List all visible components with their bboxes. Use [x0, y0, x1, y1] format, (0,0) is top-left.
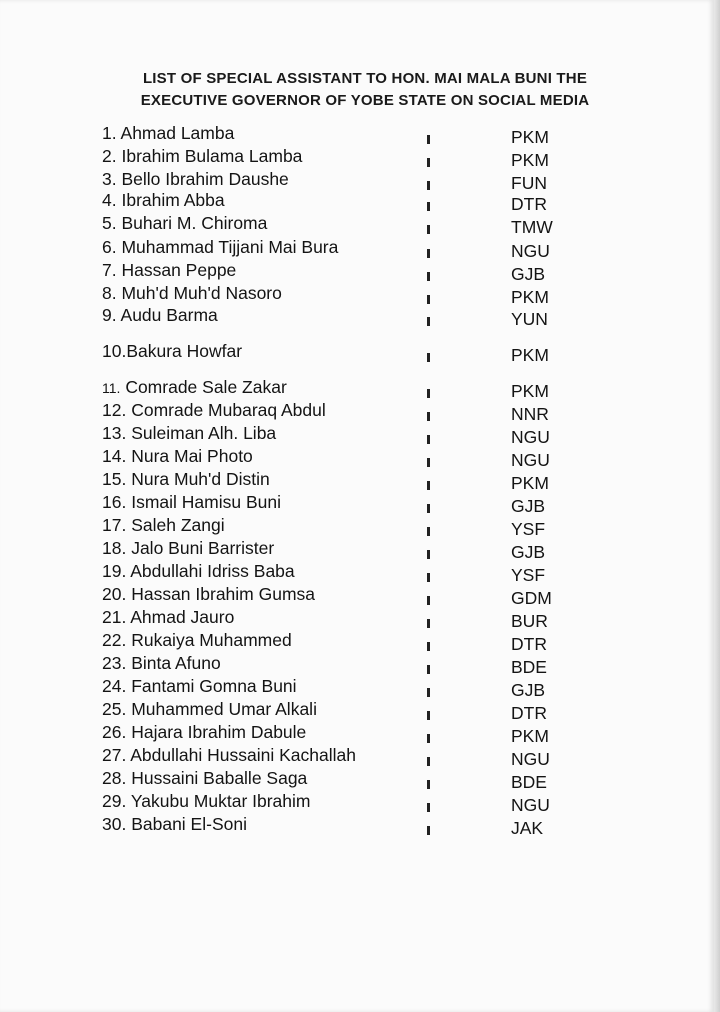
entry-code: NGU	[511, 241, 550, 261]
entry-name-text: Fantami Gomna Buni	[131, 676, 297, 696]
entry-name	[102, 305, 218, 326]
entry-code: GJB	[511, 542, 546, 562]
entry-name	[102, 791, 311, 812]
entry-code: BDE	[511, 772, 547, 792]
list-item	[0, 260, 714, 282]
separator-dash	[427, 158, 430, 167]
entry-name	[102, 213, 267, 234]
list-item	[0, 305, 714, 327]
separator-dash	[427, 619, 430, 628]
entry-name-text: Audu Barma	[120, 305, 218, 325]
separator-dash	[427, 225, 430, 234]
separator-dash	[427, 458, 430, 467]
entry-code: DTR	[511, 634, 547, 654]
list-item	[0, 515, 714, 537]
entry-code: PKM	[511, 127, 549, 147]
separator-dash	[427, 317, 430, 326]
separator-dash	[427, 295, 430, 304]
list-item	[0, 469, 714, 491]
entry-name-text: Suleiman Alh. Liba	[131, 423, 277, 443]
entry-name	[102, 469, 270, 490]
entry-code: DTR	[511, 703, 547, 723]
entry-name	[102, 123, 234, 144]
entry-code: BUR	[511, 611, 548, 631]
entry-name-text: Saleh Zangi	[131, 515, 225, 535]
entry-name	[102, 653, 221, 674]
entry-name	[102, 561, 295, 582]
entry-number: 24.	[102, 676, 127, 696]
entry-name	[102, 283, 282, 304]
entry-name-text: Yakubu Muktar Ibrahim	[130, 791, 311, 811]
entry-name	[102, 722, 306, 743]
entry-code: FUN	[511, 173, 547, 193]
entry-name-text: Buhari M. Chiroma	[121, 213, 268, 233]
separator-dash	[427, 389, 430, 398]
entry-name-text: Muh'd Muh'd Nasoro	[121, 283, 282, 303]
entry-name	[102, 400, 326, 421]
entry-code: PKM	[511, 345, 549, 365]
entry-number: 30.	[102, 814, 127, 834]
separator-dash	[427, 642, 430, 651]
separator-dash	[427, 734, 430, 743]
separator-dash	[427, 527, 430, 536]
entry-number: 2.	[102, 146, 117, 166]
entry-code: YSF	[511, 565, 546, 585]
separator-dash	[427, 181, 430, 190]
entry-name	[102, 446, 253, 467]
entry-name	[102, 492, 281, 513]
entry-code: DTR	[511, 194, 547, 214]
separator-dash	[427, 481, 430, 490]
entry-name	[102, 260, 236, 281]
entry-name	[102, 237, 338, 258]
list-item	[0, 538, 714, 560]
separator-dash	[427, 803, 430, 812]
list-item	[0, 283, 714, 305]
separator-dash	[427, 826, 430, 835]
entry-code: PKM	[511, 150, 549, 170]
separator-dash	[427, 573, 430, 582]
separator-dash	[427, 435, 430, 444]
entry-number: 9.	[102, 305, 117, 325]
entry-number: 28.	[102, 768, 127, 788]
entry-name	[102, 676, 297, 697]
entry-name-text: Ibrahim Abba	[121, 190, 225, 210]
entry-name-text: Muhammad Tijjani Mai Bura	[121, 237, 339, 257]
separator-dash	[427, 412, 430, 421]
entry-code: GJB	[511, 496, 546, 516]
entry-number: 11.	[102, 380, 121, 396]
entry-name-text: Binta Afuno	[131, 653, 221, 673]
entry-name	[102, 584, 315, 605]
entry-name-text: Hassan Ibrahim Gumsa	[131, 584, 316, 604]
separator-dash	[427, 665, 430, 674]
entry-code: YUN	[511, 309, 548, 329]
entry-name-text: Nura Mai Photo	[131, 446, 253, 466]
entry-number: 12.	[102, 400, 127, 420]
page-edge	[714, 0, 720, 1012]
separator-dash	[427, 757, 430, 766]
list-item	[0, 722, 714, 744]
entry-code: BDE	[511, 657, 547, 677]
entry-number: 4.	[102, 190, 117, 210]
entry-number: 14.	[102, 446, 127, 466]
list-item	[0, 190, 714, 212]
list-item	[0, 123, 714, 145]
entry-number: 7.	[102, 260, 117, 280]
entry-number: 18.	[102, 538, 127, 558]
entry-number: 6.	[102, 237, 117, 257]
entry-number: 8.	[102, 283, 117, 303]
entry-number: 26.	[102, 722, 127, 742]
entry-name-text: Hajara Ibrahim Dabule	[131, 722, 307, 742]
separator-dash	[427, 504, 430, 513]
entry-name	[102, 699, 317, 720]
list-item	[0, 377, 714, 399]
entry-code: NGU	[511, 749, 550, 769]
list-item	[0, 423, 714, 445]
entry-name-text: Ibrahim Bulama Lamba	[121, 146, 303, 166]
list-item	[0, 561, 714, 583]
entry-name	[102, 169, 289, 190]
list-item	[0, 699, 714, 721]
entry-number: 27.	[102, 745, 127, 765]
entry-name-text: Comrade Mubaraq Abdul	[131, 400, 326, 420]
list-item	[0, 213, 714, 235]
list-item	[0, 653, 714, 675]
entry-name-text: Muhammed Umar Alkali	[131, 699, 317, 719]
list-item	[0, 676, 714, 698]
document-title-line-2: EXECUTIVE GOVERNOR OF YOBE STATE ON SOCIAL MEDIA	[140, 92, 590, 109]
entry-code: TMW	[511, 217, 553, 237]
entry-number: 16.	[102, 492, 127, 512]
list-item	[0, 446, 714, 468]
list-item	[0, 607, 714, 629]
entry-number: 17.	[102, 515, 127, 535]
entry-code: PKM	[511, 381, 549, 401]
list-item	[0, 814, 714, 836]
entry-name-text: Abdullahi Hussaini Kachallah	[130, 745, 356, 765]
entry-name	[102, 630, 292, 651]
entry-name	[102, 515, 225, 536]
entry-number: 10.	[102, 341, 127, 361]
list-item	[0, 400, 714, 422]
separator-dash	[427, 272, 430, 281]
entry-code: PKM	[511, 726, 549, 746]
list-item	[0, 630, 714, 652]
entry-number: 20.	[102, 584, 127, 604]
entry-name-text: Ismail Hamisu Buni	[131, 492, 281, 512]
entry-name	[102, 607, 234, 628]
entry-number: 3.	[102, 169, 117, 189]
entry-code: YSF	[511, 519, 546, 539]
list-item	[0, 492, 714, 514]
separator-dash	[427, 688, 430, 697]
entry-name-text: Jalo Buni Barrister	[131, 538, 275, 558]
separator-dash	[427, 202, 430, 211]
entry-name-text: Abdullahi Idriss Baba	[130, 561, 295, 581]
entry-name-text: Rukaiya Muhammed	[131, 630, 292, 650]
entry-code: NGU	[511, 450, 550, 470]
list-item	[0, 237, 714, 259]
entry-name-text: Ahmad Lamba	[120, 123, 235, 143]
list-item	[0, 146, 714, 168]
entry-name	[102, 745, 356, 766]
entry-number: 25.	[102, 699, 127, 719]
entry-code: NGU	[511, 427, 550, 447]
entry-name	[102, 146, 302, 167]
list-item	[0, 584, 714, 606]
entry-name	[102, 538, 274, 559]
entry-number: 23.	[102, 653, 127, 673]
entry-code: GJB	[511, 264, 546, 284]
entry-number: 1.	[102, 123, 117, 143]
entry-name	[102, 341, 242, 362]
entry-name	[102, 377, 287, 398]
separator-dash	[427, 780, 430, 789]
list-item	[0, 745, 714, 767]
entry-name	[102, 814, 247, 835]
entry-name-text: Hassan Peppe	[121, 260, 237, 280]
document-title-line-1: LIST OF SPECIAL ASSISTANT TO HON. MAI MALA BUNI THE	[142, 70, 588, 87]
entry-name	[102, 190, 225, 211]
entry-number: 15.	[102, 469, 127, 489]
entry-number: 22.	[102, 630, 127, 650]
separator-dash	[427, 550, 430, 559]
entry-name-text: Babani El-Soni	[131, 814, 247, 834]
list-item	[0, 169, 714, 191]
separator-dash	[427, 711, 430, 720]
entry-number: 19.	[102, 561, 127, 581]
entry-name-text: Comrade Sale Zakar	[125, 377, 287, 397]
list-item	[0, 791, 714, 813]
entry-name-text: Bakura Howfar	[126, 341, 243, 361]
entry-name-text: Ahmad Jauro	[130, 607, 235, 627]
entry-name	[102, 423, 276, 444]
entry-code: NNR	[511, 404, 549, 424]
separator-dash	[427, 249, 430, 258]
entry-code: PKM	[511, 473, 549, 493]
entry-number: 29.	[102, 791, 127, 811]
entry-code: NGU	[511, 795, 550, 815]
entry-code: JAK	[511, 818, 544, 838]
entry-name	[102, 768, 307, 789]
entry-number: 13.	[102, 423, 127, 443]
separator-dash	[427, 353, 430, 362]
entry-name-text: Bello Ibrahim Daushe	[121, 169, 289, 189]
separator-dash	[427, 596, 430, 605]
separator-dash	[427, 135, 430, 144]
entry-number: 5.	[102, 213, 117, 233]
list-item	[0, 768, 714, 790]
entry-name-text: Nura Muh'd Distin	[131, 469, 270, 489]
entry-code: PKM	[511, 287, 549, 307]
entry-code: GJB	[511, 680, 546, 700]
entry-number: 21.	[102, 607, 127, 627]
entry-name-text: Hussaini Baballe Saga	[131, 768, 308, 788]
entry-code: GDM	[511, 588, 552, 608]
list-item	[0, 341, 714, 363]
